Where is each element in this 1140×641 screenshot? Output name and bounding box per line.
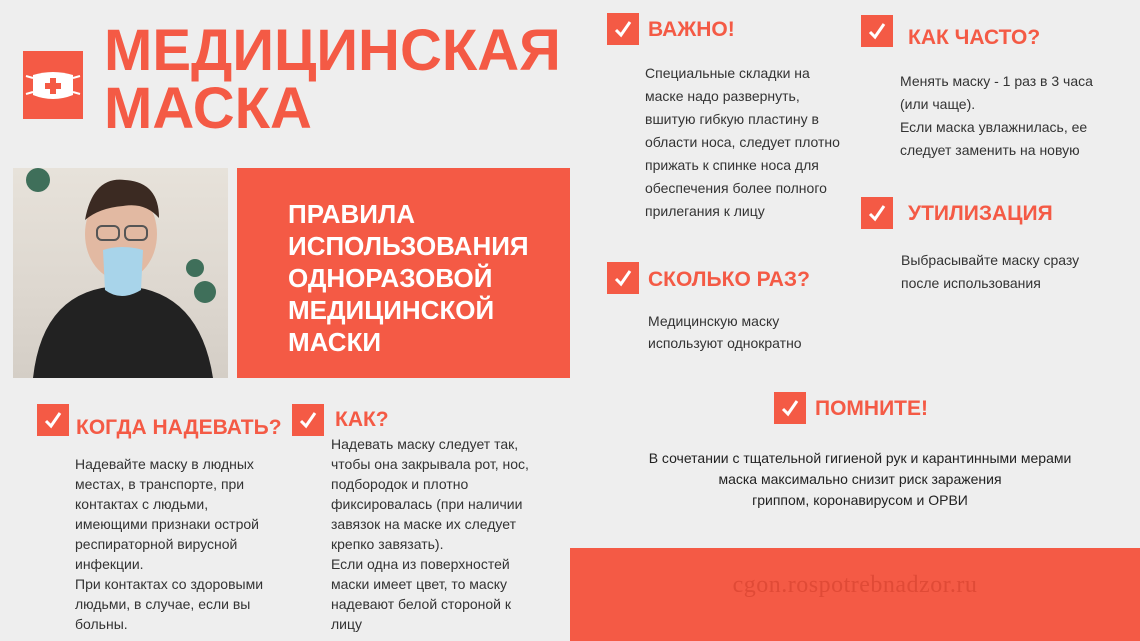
how-many-heading: СКОЛЬКО РАЗ? xyxy=(648,268,810,291)
text-line: контактах с людьми, xyxy=(75,496,209,512)
important-text xyxy=(645,62,865,223)
disposal-heading: УТИЛИЗАЦИЯ xyxy=(908,202,1053,225)
text-line: Медицинскую маску xyxy=(648,313,780,329)
text-line: вшитую гибкую пластину в xyxy=(645,111,819,127)
text-line: При контактах со здоровыми xyxy=(75,576,264,592)
check-icon xyxy=(607,13,639,45)
text-line: Надевайте маску в людных xyxy=(75,456,254,472)
text-line: имеющими признаки острой xyxy=(75,516,259,532)
text-line: маске надо развернуть, xyxy=(645,88,800,104)
rules-line: ИСПОЛЬЗОВАНИЯ xyxy=(288,231,529,261)
text-line: следует заменить на новую xyxy=(900,142,1080,158)
text-line: лицу xyxy=(331,616,363,632)
text-line: маски имеет цвет, то маску xyxy=(331,576,507,592)
rules-line: ОДНОРАЗОВОЙ xyxy=(288,263,493,293)
text-line: крепко завязать). xyxy=(331,536,444,552)
check-icon xyxy=(861,15,893,47)
rules-line: МАСКИ xyxy=(288,327,382,357)
text-line: гриппом, коронавирусом и ОРВИ xyxy=(752,492,968,508)
how-often-text xyxy=(900,70,1130,162)
how-heading: КАК? xyxy=(335,408,389,431)
check-icon xyxy=(37,404,69,436)
text-line: Выбрасывайте маску сразу xyxy=(901,252,1080,268)
disposal-text xyxy=(901,249,1121,295)
text-line: людьми, в случае, если вы xyxy=(75,596,251,612)
text-line: завязок на маске их следует xyxy=(331,516,517,532)
text-line: местах, в транспорте, при xyxy=(75,476,245,492)
text-line: больны. xyxy=(75,616,128,632)
how-often-heading: КАК ЧАСТО? xyxy=(908,26,1041,49)
check-icon xyxy=(774,392,806,424)
text-line: используют однократно xyxy=(648,335,802,351)
text-line: инфекции. xyxy=(75,556,144,572)
text-line: маска максимально снизит риск заражения xyxy=(718,471,1002,487)
text-line: чтобы она закрывала рот, нос, xyxy=(331,456,529,472)
check-icon xyxy=(607,262,639,294)
rules-line: МЕДИЦИНСКОЙ xyxy=(288,295,495,325)
when-heading: КОГДА НАДЕВАТЬ? xyxy=(76,416,282,439)
title-line-2: МАСКА xyxy=(104,76,312,141)
text-line: обеспечения более полного xyxy=(645,180,827,196)
text-line: Если маска увлажнилась, ее xyxy=(900,119,1088,135)
text-line: прижать к спинке носа для xyxy=(645,157,819,173)
text-line: подбородок и плотно xyxy=(331,476,469,492)
text-line: В сочетании с тщательной гигиеной рук и карантинными мерами xyxy=(648,450,1072,466)
text-line: Надевать маску следует так, xyxy=(331,436,519,452)
medical-mask-icon xyxy=(23,51,83,119)
check-icon xyxy=(861,197,893,229)
text-line: Если одна из поверхностей xyxy=(331,556,510,572)
text-line: прилегания к лицу xyxy=(645,203,765,219)
footer-url: cgon.rospotrebnadzor.ru xyxy=(732,572,978,598)
how-many-text xyxy=(648,310,868,354)
person-photo xyxy=(13,168,228,378)
text-line: фиксировалась (при наличии xyxy=(331,496,523,512)
text-line: Специальные складки на xyxy=(645,65,810,81)
rules-line: ПРАВИЛА xyxy=(288,199,416,229)
rules-title xyxy=(288,198,558,358)
title-line-1: МЕДИЦИНСКАЯ xyxy=(104,18,561,83)
medical-mask-logo xyxy=(23,51,83,119)
text-line: респираторной вирусной xyxy=(75,536,238,552)
important-heading: ВАЖНО! xyxy=(648,18,735,41)
text-line: надевают белой стороной к xyxy=(331,596,512,612)
remember-text xyxy=(600,448,1120,511)
how-text xyxy=(331,434,556,634)
text-line: области носа, следует плотно xyxy=(645,134,840,150)
check-icon xyxy=(292,404,324,436)
text-line: после использования xyxy=(901,275,1041,291)
page-title xyxy=(104,18,561,141)
text-line: (или чаще). xyxy=(900,96,976,112)
when-text xyxy=(75,454,290,634)
text-line: Менять маску - 1 раз в 3 часа xyxy=(900,73,1093,89)
remember-heading: ПОМНИТЕ! xyxy=(815,397,929,420)
